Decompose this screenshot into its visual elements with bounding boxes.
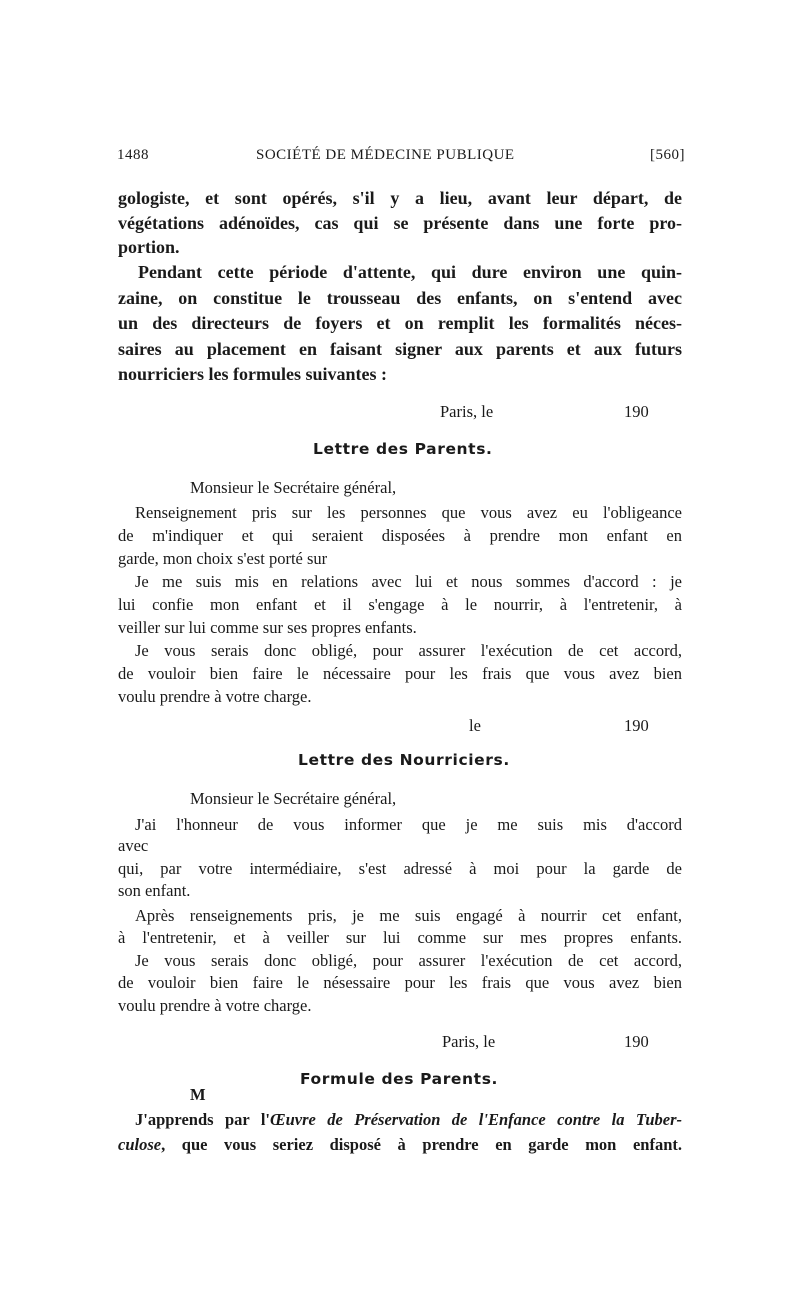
text-line: son enfant. — [118, 881, 191, 900]
text-line: de m'indiquer et qui seraient disposées à prendre mon enfant en — [118, 526, 682, 545]
text-line: Après renseignements pris, je me suis engagé à nourrir cet enfant, — [135, 906, 682, 925]
text-line: nourriciers les formules suivantes : — [118, 364, 387, 384]
year: 190 — [624, 402, 649, 421]
salutation: Monsieur le Secrétaire général, — [190, 478, 397, 497]
text-line: à l'entretenir, et à veiller sur lui comme sur mes propres enfants. — [118, 928, 682, 947]
letter-title: Formule des Parents. — [300, 1070, 499, 1088]
text-line: saires au placement en faisant signer aux parents et aux futurs — [118, 339, 682, 359]
text-line: J'ai l'honneur de vous informer que je me suis mis d'accord — [135, 815, 682, 834]
work-title: culose — [118, 1135, 162, 1154]
text-line: Je vous serais donc obligé, pour assurer l'exécution de cet accord, — [135, 641, 682, 660]
year: 190 — [624, 716, 649, 735]
text-line: Je me suis mis en relations avec lui et nous sommes d'accord : je — [135, 572, 682, 591]
text-line — [135, 1109, 682, 1131]
text-line: un des directeurs de foyers et on remplit les formalités néces- — [118, 313, 682, 333]
text-line: de vouloir bien faire le nésessaire pour les frais que vous avez bien — [118, 973, 682, 992]
letter-title: Lettre des Nourriciers. — [298, 751, 510, 769]
text-line: voulu prendre à votre charge. — [118, 996, 312, 1015]
letter-title: Lettre des Parents. — [313, 440, 493, 458]
work-title: Œuvre de Préservation de l'Enfance contre la Tuber- — [270, 1110, 682, 1129]
text-run: , que vous seriez disposé à prendre en garde mon enfant. — [161, 1135, 682, 1154]
place-date: Paris, le — [440, 402, 494, 421]
text-line: avec — [118, 836, 149, 855]
text-line: gologiste, et sont opérés, s'il y a lieu, avant leur départ, de — [118, 188, 682, 208]
text-line: portion. — [118, 237, 180, 257]
text-line: qui, par votre intermédiaire, s'est adressé à moi pour la garde de — [118, 859, 682, 878]
place-date: le — [469, 716, 481, 735]
running-title: SOCIÉTÉ DE MÉDECINE PUBLIQUE — [256, 147, 515, 163]
salutation: Monsieur le Secrétaire général, — [190, 789, 397, 808]
text-line: garde, mon choix s'est porté sur — [118, 549, 328, 568]
text-line: Je vous serais donc obligé, pour assurer l'exécution de cet accord, — [135, 951, 682, 970]
text-line: veiller sur lui comme sur ses propres enfants. — [118, 618, 417, 637]
section-mark: [560] — [650, 147, 685, 163]
text-line: lui confie mon enfant et il s'engage à le nourrir, à l'entretenir, à — [118, 595, 682, 614]
text-line: voulu prendre à votre charge. — [118, 687, 312, 706]
text-line: Renseignement pris sur les personnes que vous avez eu l'obligeance — [135, 503, 682, 522]
place-date: Paris, le — [442, 1032, 496, 1051]
page-number: 1488 — [117, 147, 149, 163]
year: 190 — [624, 1032, 649, 1051]
text-line: Pendant cette période d'attente, qui dure environ une quin- — [138, 262, 682, 282]
text-line: végétations adénoïdes, cas qui se présente dans une forte pro- — [118, 213, 682, 233]
salutation: M — [190, 1085, 206, 1104]
text-line: de vouloir bien faire le nécessaire pour les frais que vous avez bien — [118, 664, 682, 683]
text-line: zaine, on constitue le trousseau des enfants, on s'entend avec — [118, 288, 682, 308]
text-run: J'apprends par l' — [135, 1110, 271, 1129]
text-line — [118, 1134, 682, 1156]
